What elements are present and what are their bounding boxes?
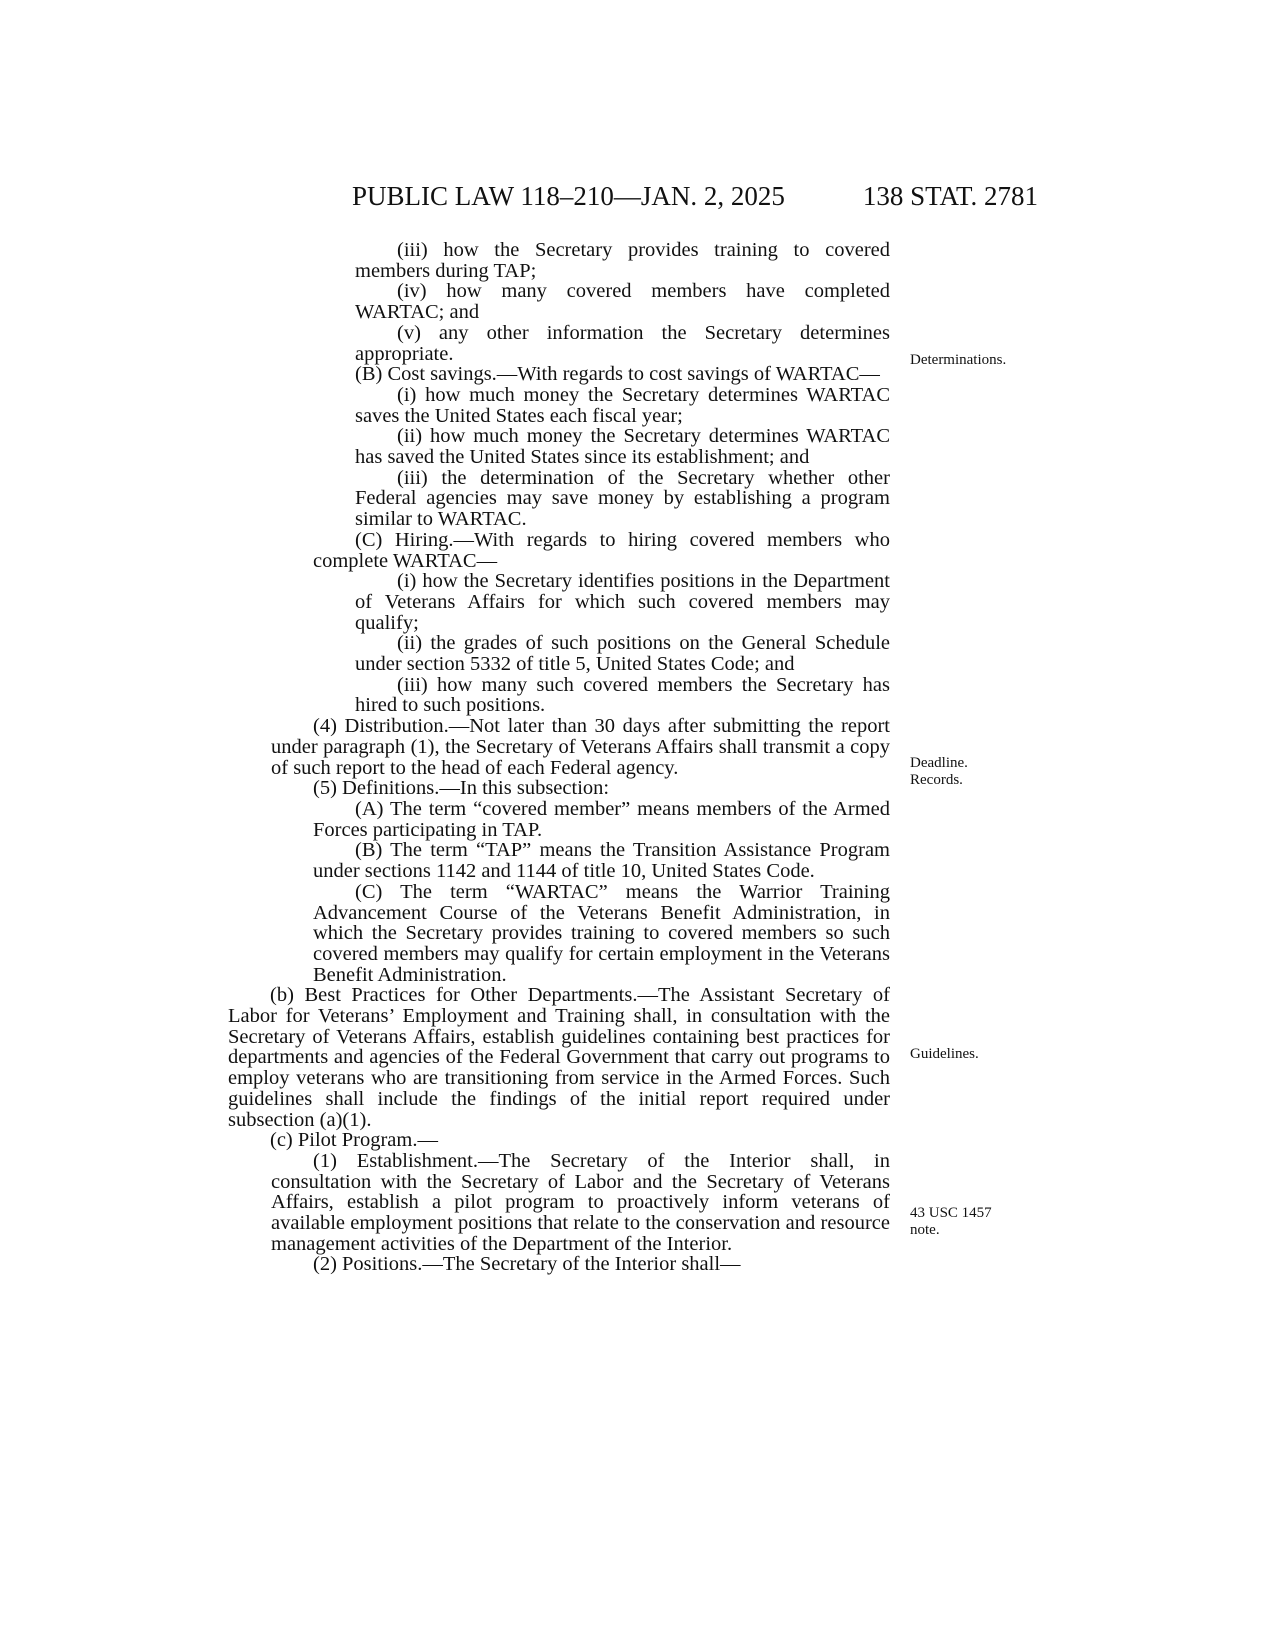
- paragraph: (c) Pilot Program.—: [270, 1129, 438, 1152]
- document-body: [228, 240, 890, 1275]
- margin-note-usc-citation: 43 USC 1457: [910, 1205, 992, 1221]
- paragraph: (B) Cost savings.—With regards to cost savings of WARTAC—: [355, 363, 880, 386]
- margin-note-guidelines: Guidelines.: [910, 1046, 979, 1062]
- margin-note-records: Records.: [910, 772, 963, 788]
- margin-note-deadline: Deadline.: [910, 755, 968, 771]
- paragraph: (B) The term “TAP” means the Transition Assistance Program under sections 1142 and 1144 of title 10, United States Code.: [313, 839, 890, 883]
- paragraph: (v) any other information the Secretary determines appropriate.: [355, 321, 890, 365]
- header-law-citation: PUBLIC LAW 118–210—JAN. 2, 2025: [352, 181, 785, 211]
- paragraph: (1) Establishment.—The Secretary of the Interior shall, in consultation with the Secretary of Labor and the Secretary of Veterans Affairs, establish a pilot program to proactively inform veterans of available employment positions that relate to the conservation and resource management activities of the Department of the Interior.: [271, 1149, 890, 1255]
- paragraph: (ii) how much money the Secretary determines WARTAC has saved the United States since its establishment; and: [355, 425, 890, 469]
- paragraph: (iii) how many such covered members the Secretary has hired to such positions.: [355, 673, 890, 717]
- paragraph: (iv) how many covered members have completed WARTAC; and: [355, 280, 890, 324]
- paragraph: (A) The term “covered member” means members of the Armed Forces participating in TAP.: [313, 797, 890, 841]
- paragraph: (C) The term “WARTAC” means the Warrior Training Advancement Course of the Veterans Benefit Administration, in which the Secretary provides training to covered members so such covered members may qualify for certain employment in the Veterans Benefit Administration.: [313, 880, 890, 986]
- paragraph: (2) Positions.—The Secretary of the Interior shall—: [313, 1253, 741, 1276]
- header-page-number: 138 STAT. 2781: [862, 181, 1038, 211]
- paragraph: (iii) the determination of the Secretary whether other Federal agencies may save money by establishing a program similar to WARTAC.: [355, 466, 890, 531]
- paragraph: (b) Best Practices for Other Departments.—The Assistant Secretary of Labor for Veterans’ Employment and Training shall, in consultation with the Secretary of Veterans Affairs, establish guidelines containing best practices for departments and agencies of the Federal Government that carry out programs to employ veterans who are transitioning from service in the Armed Forces. Such guidelines shall include the findings of the initial report required under subsection (a)(1).: [228, 984, 890, 1131]
- paragraph: (i) how much money the Secretary determines WARTAC saves the United States each fiscal year;: [355, 383, 890, 427]
- paragraph: (5) Definitions.—In this subsection:: [313, 777, 610, 800]
- paragraph: (ii) the grades of such positions on the General Schedule under section 5332 of title 5, United States Code; and: [355, 632, 890, 676]
- paragraph: (C) Hiring.—With regards to hiring covered members who complete WARTAC—: [313, 528, 890, 572]
- margin-note-usc-note: note.: [910, 1222, 940, 1238]
- paragraph: (i) how the Secretary identifies positions in the Department of Veterans Affairs for which such covered members may qualify;: [355, 570, 890, 634]
- paragraph: (iii) how the Secretary provides training to covered members during TAP;: [355, 239, 890, 282]
- running-header: [352, 178, 1038, 214]
- paragraph: (4) Distribution.—Not later than 30 days after submitting the report under paragraph (1), the Secretary of Veterans Affairs shall transmit a copy of such report to the head of each Federal agency.: [271, 715, 890, 779]
- margin-note-determinations: Determinations.: [910, 352, 1007, 368]
